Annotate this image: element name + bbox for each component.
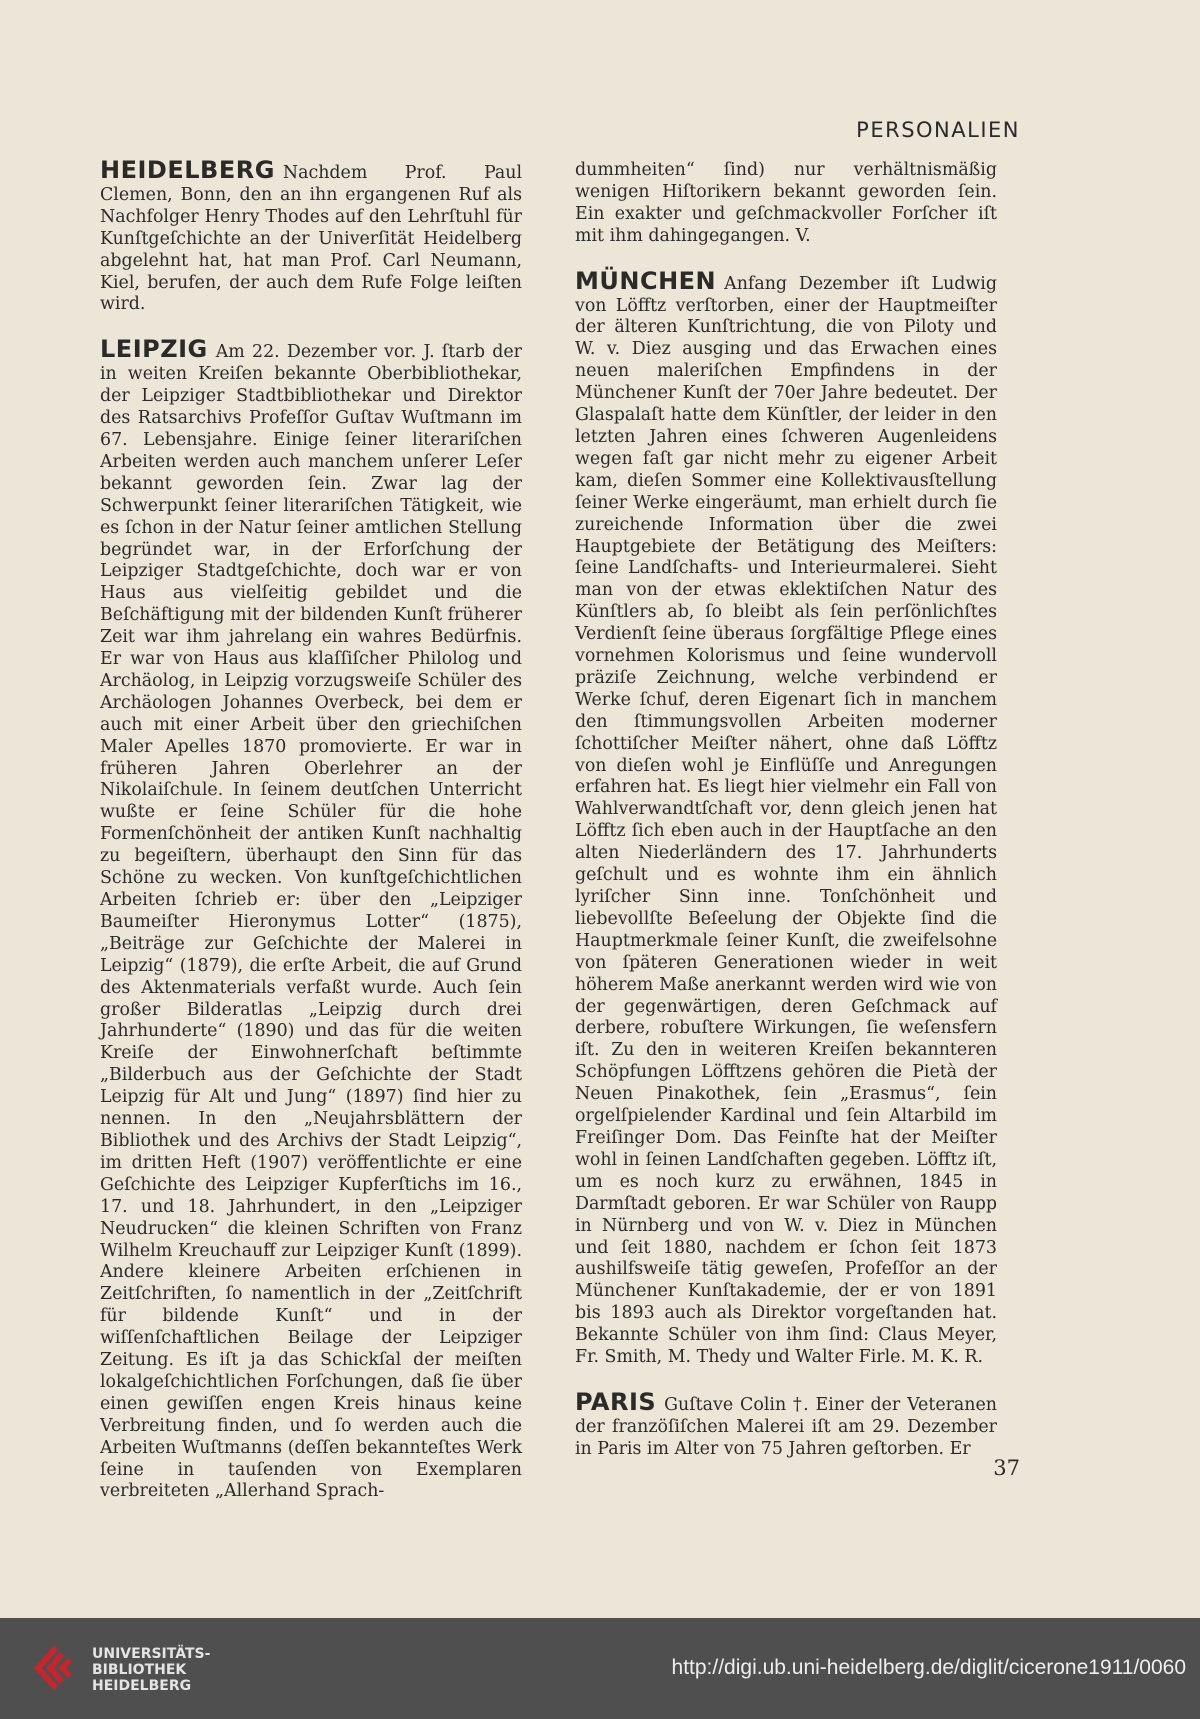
article-body: Nachdem Prof. Paul Clemen, Bonn, den an ihn ergangenen Ruf als Nachfolger Henry Thodes auf den Lehrſtuhl für Kunſtgeſchichte an der Univerſität Heidelberg abgelehnt hat, hat man Prof. Carl Neumann, Kiel, berufen, der auch dem Rufe Folge leiſten wird. (100, 163, 522, 315)
right-column (575, 160, 997, 1461)
article-paris (575, 1387, 997, 1461)
viewer-footer (0, 1618, 1200, 1719)
article-continuation (575, 160, 997, 248)
left-column (100, 156, 522, 1503)
article-body: Guſtave Colin †. Einer der Veteranen der franzöſiſchen Malerei iſt am 29. Dezember in Paris im Alter von 75 Jahren geſtorben. Er (575, 1394, 997, 1459)
library-logo-text (92, 1646, 210, 1694)
city-heading: MÜNCHEN (575, 266, 717, 295)
logo-line: BIBLIOTHEK (92, 1662, 187, 1678)
article-body: Am 22. Dezember vor. J. ſtarb der in weiten Kreiſen bekannte Oberbibliothekar, der Leipziger Stadtbibliothekar und Direktor des Ratsarchivs Profeſſor Guſtav Wuſtmann im 67. Lebensjahre. Einige ſeiner literariſchen Arbeiten werden auch manchem unſerer Leſer bekannt geworden ſein. Zwar lag der Schwerpunkt ſeiner literariſchen Tätigkeit, wie es ſchon in der Natur ſeiner amtlichen Stellung begründet war, in der Erforſchung der Leipziger Stadtgeſchichte, doch war er von Haus aus vielſeitig gebildet und die Beſchäftigung mit der bildenden Kunſt früherer Zeit war ihm jahrelang ein wahres Bedürfnis. Er war von Haus aus klaſſiſcher Philolog und Archäolog, in Leipzig vorzugsweiſe Schüler des Archäologen Johannes Overbeck, bei dem er auch mit einer Arbeit über den griechiſchen Maler Apelles 1870 promovierte. Er war in früheren Jahren Oberlehrer an der Nikolaiſchule. In ſeinem deutſchen Unterricht wußte er ſeine Schüler für die hohe Formenſchönheit der antiken Kunſt nachhaltig zu begeiſtern, überhaupt den Sinn für das Schöne zu wecken. Von kunſtgeſchichtlichen Arbeiten ſchrieb er: über den „Leipziger Baumeiſter Hieronymus Lotter“ (1875), „Beiträge zur Geſchichte der Malerei in Leipzig“ (1879), die erſte Arbeit, die auf Grund des Aktenmaterials verfaßt wurde. Auch ſein großer Bilderatlas „Leipzig durch drei Jahrhunderte“ (1890) und das für die weiten Kreiſe der Einwohnerſchaft beſtimmte „Bilderbuch aus der Geſchichte der Stadt Leipzig für Alt und Jung“ (1897) ſind hier zu nennen. In den „Neujahrsblättern der Bibliothek und des Archivs der Stadt Leipzig“, im dritten Heft (1907) veröffentlichte er eine Geſchichte des Leipziger Kupferſtichs im 16., 17. und 18. Jahrhundert, in den „Leipziger Neudrucken“ die kleinen Schriften von Franz Wilhelm Kreuchauff zur Leipziger Kunſt (1899). Andere kleinere Arbeiten erſchienen in Zeitſchriften, ſo namentlich in der „Zeitſchrift für bildende Kunſt“ und in der wiſſenſchaftlichen Beilage der Leipziger Zeitung. Es iſt ja das Schickſal der meiſten lokalgeſchichtlichen Forſchungen, daß ſie über einen gewiſſen engen Kreis hinaus keine Verbreitung finden, und ſo werden auch die Arbeiten Wuſtmanns (deſſen bekannteſtes Werk ſeine in tauſenden von Exemplaren verbreiteten „Allerhand Sprach- (100, 342, 522, 1502)
city-heading: PARIS (575, 1387, 657, 1416)
ub-heidelberg-logo-icon[interactable] (28, 1638, 84, 1698)
article-heidelberg (100, 156, 522, 316)
city-heading: LEIPZIG (100, 335, 208, 364)
article-body: dummheiten“ ſind) nur verhältnismäßig wenigen Hiſtorikern bekannt geworden ſein. Ein exakter und geſchmackvoller Forſcher iſt mit ihm dahingegangen. V. (575, 160, 997, 246)
running-head: PERSONALIEN (856, 118, 1020, 142)
page-number: 37 (993, 1456, 1020, 1480)
logo-line: HEIDELBERG (92, 1678, 192, 1694)
article-muenchen (575, 266, 997, 1369)
city-heading: HEIDELBERG (100, 156, 275, 184)
article-body: Anfang Dezember iſt Ludwig von Löfftz verſtorben, einer der Hauptmeiſter der älteren Kunſtrichtung, die von Piloty und W. v. Diez ausging und das Erwachen eines neuen maleriſchen Empfindens in der Münchener Kunſt der 70er Jahre bedeutet. Der Glaspalaſt hatte dem Künſtler, der leider in den letzten Jahren eines ſchweren Augenleidens wegen faſt gar nicht mehr zu eigener Arbeit kam, dieſen Sommer eine Kollektivausſtellung ſeiner Werke eingeräumt, man erhielt durch ſie zureichende Information über die zwei Hauptgebiete der Betätigung des Meiſters: ſeine Landſchafts- und Interieurmalerei. Sieht man von der etwas eklektiſchen Natur des Künſtlers ab, ſo bleibt als ſein perſönlichſtes Verdienſt ſeine überaus ſorgfältige Pflege eines vornehmen Kolorismus und ſeine wundervoll präziſe Zeichnung, welche verbindend er Werke ſchuf, deren Eigenart ſich in manchem den ſtimmungsvollen Arbeiten moderner ſchottiſcher Meiſter nähert, ohne daß Löfftz von dieſen wohl je Einflüſſe und Anregungen erfahren hat. Es liegt hier vielmehr ein Fall von Wahlverwandtſchaft vor, denn gleich jenen hat Löfftz ſich eben auch in der Hauptſache an den alten Niederländern des 17. Jahrhunderts geſchult und es wohnte ihm ein ähnlich lyriſcher Sinn inne. Tonſchönheit und liebevollſte Beſeelung der Objekte ſind die Hauptmerkmale ſeiner Kunſt, die zweifelsohne von ſpäteren Generationen wieder in weit höherem Maße anerkannt werden wird wie von der gegenwärtigen, deren Geſchmack auf derbere, robuſtere Wirkungen, ſie weſensfern iſt. Zu den in weiteren Kreiſen bekannteren Schöpfungen Löfftzens gehören die Pietà der Neuen Pinakothek, ſein „Erasmus“, ſein orgelſpielender Kardinal und ſein Altarbild im Freiſinger Dom. Das Feinſte hat der Meiſter wohl in ſeinen Landſchaften gegeben. Löfftz iſt, um es noch kurz zu erwähnen, 1845 in Darmſtadt geboren. Er war Schüler von Raupp in Nürnberg und von W. v. Diez in München und ſeit 1880, nachdem er ſchon ſeit 1873 aushilfsweiſe tätig geweſen, Profeſſor an der Münchener Kunſtakademie, der er von 1891 bis 1893 auch als Direktor vorgeſtanden hat. Bekannte Schüler von ihm ſind: Claus Meyer, Fr. Smith, M. Thedy und Walter Firle. M. K. R. (575, 273, 997, 1368)
source-url-link[interactable]: http://digi.ub.uni-heidelberg.de/diglit/cicerone1911/0060 (671, 1656, 1186, 1679)
logo-line: UNIVERSITÄTS- (92, 1646, 211, 1662)
article-leipzig (100, 335, 522, 1503)
